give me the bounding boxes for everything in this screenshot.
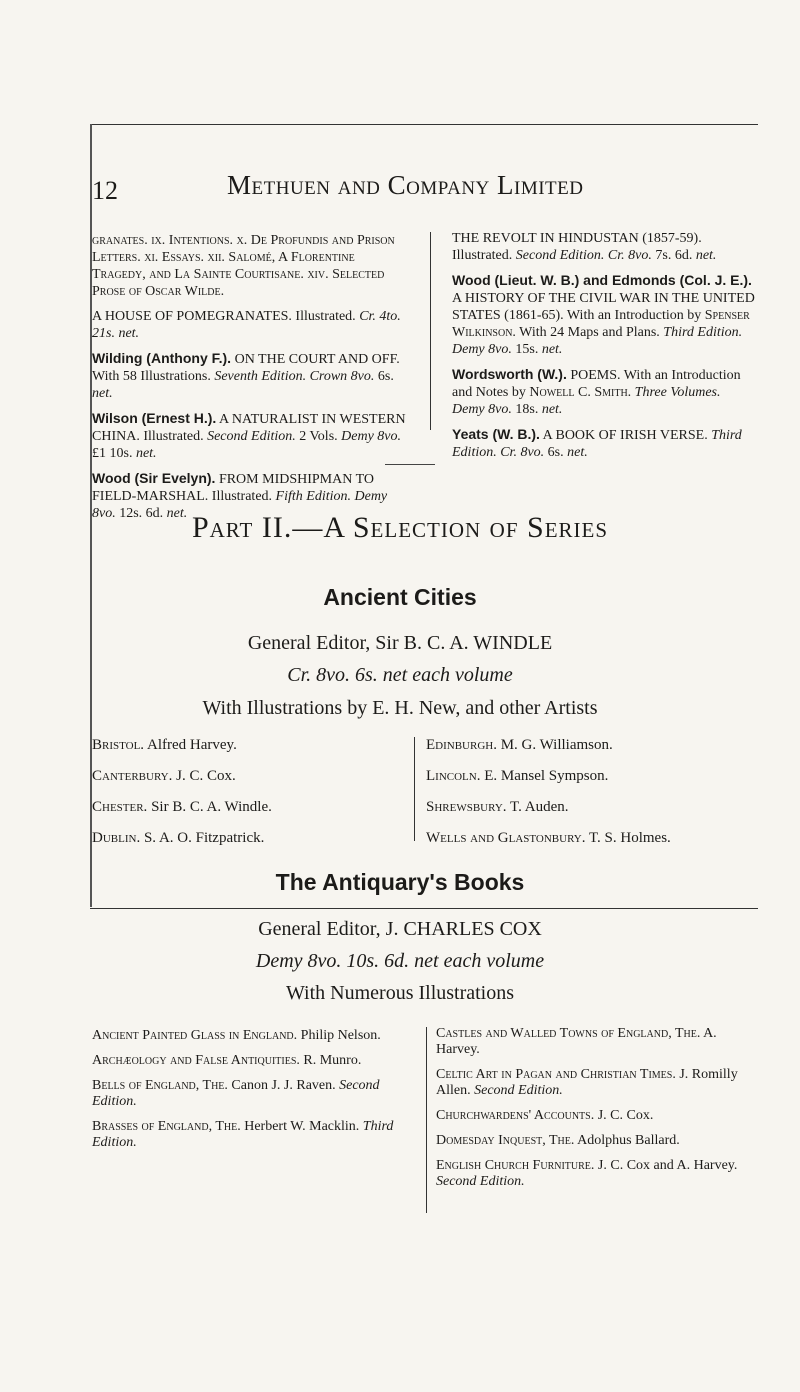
series-price: Demy 8vo. 10s. 6d. net each volume: [255, 950, 545, 972]
city-name: Dublin.: [92, 830, 141, 846]
book-entry: [92, 1053, 408, 1069]
catalogue-right-column: [452, 230, 756, 469]
entry-text: 6s.: [544, 445, 568, 460]
city-author: T. Auden.: [510, 799, 569, 815]
city-author: E. Mansel Sympson.: [484, 768, 609, 784]
book-entry: [436, 1108, 758, 1124]
catalogue-entry: [92, 232, 408, 300]
entry-text: net.: [567, 445, 588, 460]
city-author: S. A. O. Fitzpatrick.: [143, 830, 265, 846]
catalogue-left-column: [92, 232, 408, 530]
city-entry: [92, 730, 392, 761]
entry-text: 7s. 6d.: [651, 248, 696, 263]
antiquarys-books-right-list: [436, 1026, 758, 1199]
book-title: Ancient Painted Glass in England.: [92, 1028, 298, 1043]
entry-text: net.: [541, 402, 563, 417]
entry-text: Wood (Sir Evelyn).: [92, 470, 216, 486]
entry-text: Third Edition. Demy 8vo.: [452, 325, 743, 357]
series-illustrations: With Numerous Illustrations: [285, 982, 515, 1004]
book-author: J. Romilly Allen.: [436, 1067, 738, 1098]
book-title: Domesday Inquest, The.: [436, 1133, 575, 1148]
entry-text: Third Edition. Cr. 8vo.: [452, 428, 742, 460]
catalogue-entry: [92, 308, 408, 342]
city-entry: [426, 792, 756, 823]
book-author: Adolphus Ballard.: [577, 1133, 680, 1148]
page-number: 12: [92, 176, 118, 205]
book-title: Castles and Walled Towns of England, The.: [436, 1026, 701, 1041]
ancient-cities-left-list: [92, 730, 392, 854]
entry-text: Cr. 4to.: [359, 309, 401, 324]
entry-text: Fifth Edition. Demy 8vo.: [92, 489, 388, 521]
entry-text: Wood (Lieut. W. B.) and Edmonds (Col. J. E.).: [452, 272, 752, 288]
antiquarys-books-left-list: [92, 1028, 408, 1160]
running-title: Methuen and Company Limited: [227, 170, 584, 200]
book-author: Herbert W. Macklin.: [244, 1119, 360, 1134]
city-entry: [426, 730, 756, 761]
book-edition: Second Edition.: [474, 1083, 563, 1098]
book-title: Churchwardens' Accounts.: [436, 1108, 595, 1123]
section-rule: [385, 464, 435, 465]
city-entry: [92, 761, 392, 792]
city-author: Alfred Harvey.: [147, 737, 237, 753]
entry-text: net.: [695, 248, 717, 263]
city-name: Shrewsbury.: [426, 799, 507, 815]
series-editor: General Editor, J. CHARLES COX: [258, 918, 542, 940]
city-entry: [92, 792, 392, 823]
city-name: Canterbury.: [92, 768, 173, 784]
book-entry: [436, 1133, 758, 1149]
city-name: Bristol.: [92, 737, 145, 753]
entry-text: THE REVOLT IN HINDUSTAN (1857-59). Illustrated.: [452, 231, 702, 263]
entry-text: £1 10s.: [92, 446, 136, 461]
book-author: R. Munro.: [303, 1053, 362, 1068]
entry-text: 21s. net.: [92, 326, 140, 341]
city-entry: [426, 761, 756, 792]
entry-text: A BOOK OF IRISH VERSE.: [539, 428, 712, 443]
series-price: Cr. 8vo. 6s. net each volume: [287, 664, 513, 686]
entry-text: With 24 Maps and Plans.: [515, 325, 664, 340]
entry-text: ON THE COURT AND OFF. With 58 Illustrations.: [92, 352, 400, 384]
book-entry: [92, 1119, 408, 1151]
book-author: Canon J. J. Raven.: [231, 1078, 336, 1093]
page-header: [92, 170, 756, 210]
series-illustrations: With Illustrations by E. H. New, and other Artists: [202, 697, 598, 719]
book-title: Brasses of England, The.: [92, 1119, 241, 1134]
entry-text: Demy 8vo.: [341, 429, 402, 444]
entry-text: 2 Vols.: [295, 429, 342, 444]
entry-text: Three Volumes. Demy 8vo.: [452, 385, 721, 417]
book-title: English Church Furniture.: [436, 1158, 595, 1173]
city-author: J. C. Cox.: [176, 768, 236, 784]
entry-text: Spenser Wilkinson.: [452, 308, 750, 340]
entry-text: A HOUSE OF POMEGRANATES. Illustrated.: [92, 309, 360, 324]
entry-text: 18s.: [511, 402, 542, 417]
book-entry: [92, 1028, 408, 1044]
city-name: Chester.: [92, 799, 148, 815]
book-entry: [92, 1078, 408, 1110]
entry-text: Second Edition.: [207, 429, 296, 444]
city-author: Sir B. C. A. Windle.: [151, 799, 272, 815]
entry-text: Seventh Edition. Crown 8vo.: [214, 369, 375, 384]
city-name: Lincoln.: [426, 768, 481, 784]
book-author: Philip Nelson.: [300, 1028, 381, 1043]
entry-text: 6s.: [374, 369, 394, 384]
entry-text: Yeats (W. B.).: [452, 426, 540, 442]
entry-text: Nowell C. Smith.: [529, 385, 632, 400]
list-divider: [414, 737, 415, 841]
book-entry: [436, 1158, 758, 1190]
book-entry: [436, 1026, 758, 1058]
entry-text: 12s. 6d.: [115, 506, 167, 521]
book-title: Celtic Art in Pagan and Christian Times.: [436, 1067, 676, 1082]
book-title: Bells of England, The.: [92, 1078, 228, 1093]
catalogue-entry: [452, 272, 756, 358]
entry-text: A HISTORY OF THE CIVIL WAR IN THE UNITED STATES (1861-65). With an Introduction by: [452, 291, 755, 323]
column-divider: [430, 232, 431, 430]
series-title-ancient-cities: Ancient Cities: [323, 584, 477, 610]
catalogue-entry: [452, 230, 756, 264]
book-edition: Second Edition.: [436, 1174, 525, 1189]
list-divider: [426, 1027, 427, 1213]
catalogue-entry: [452, 426, 756, 461]
entry-text: POEMS. With an Introduction and Notes by: [452, 368, 741, 400]
catalogue-entry: [92, 410, 408, 462]
book-title: Archæology and False Antiquities.: [92, 1053, 300, 1068]
book-entry: [436, 1067, 758, 1099]
catalogue-entry: [452, 366, 756, 418]
book-author: A. Harvey.: [436, 1026, 717, 1057]
entry-text: granates. ix. Intentions. x. De Profundis and Prison Letters. xi. Essays. xii. Salomé, A Florentine Tragedy, and La Sainte Courtisane. xiv. Selected Prose of Oscar Wilde.: [92, 233, 395, 299]
book-edition: Second Edition.: [92, 1078, 380, 1109]
entry-text: net.: [166, 506, 188, 521]
book-author: J. C. Cox.: [597, 1108, 654, 1123]
entry-text: FROM MIDSHIPMAN TO FIELD-MARSHAL. Illustrated.: [92, 472, 375, 504]
entry-text: net.: [135, 446, 157, 461]
entry-text: net.: [92, 386, 113, 401]
book-author: J. C. Cox and A. Harvey.: [597, 1158, 738, 1173]
city-entry: [426, 823, 756, 854]
city-author: T. S. Holmes.: [588, 830, 671, 846]
series-title-antiquarys-books: The Antiquary's Books: [275, 869, 525, 895]
entry-text: Wilson (Ernest H.).: [92, 410, 217, 426]
series-editor: General Editor, Sir B. C. A. WINDLE: [247, 632, 553, 654]
city-author: M. G. Williamson.: [500, 737, 613, 753]
entry-text: 15s.: [511, 342, 542, 357]
entry-text: Wordsworth (W.).: [452, 366, 567, 382]
city-name: Wells and Glastonbury.: [426, 830, 586, 846]
city-entry: [92, 823, 392, 854]
book-edition: Third Edition.: [92, 1119, 394, 1150]
catalogue-entry: [92, 350, 408, 402]
city-name: Edinburgh.: [426, 737, 497, 753]
part-heading: Part II.—A Selection of Series: [191, 511, 609, 544]
entry-text: net.: [541, 342, 563, 357]
entry-text: A NATURALIST IN WESTERN CHINA. Illustrated.: [92, 412, 406, 444]
entry-text: Second Edition. Cr. 8vo.: [515, 248, 652, 263]
ancient-cities-right-list: [426, 730, 756, 854]
entry-text: Wilding (Anthony F.).: [92, 350, 232, 366]
